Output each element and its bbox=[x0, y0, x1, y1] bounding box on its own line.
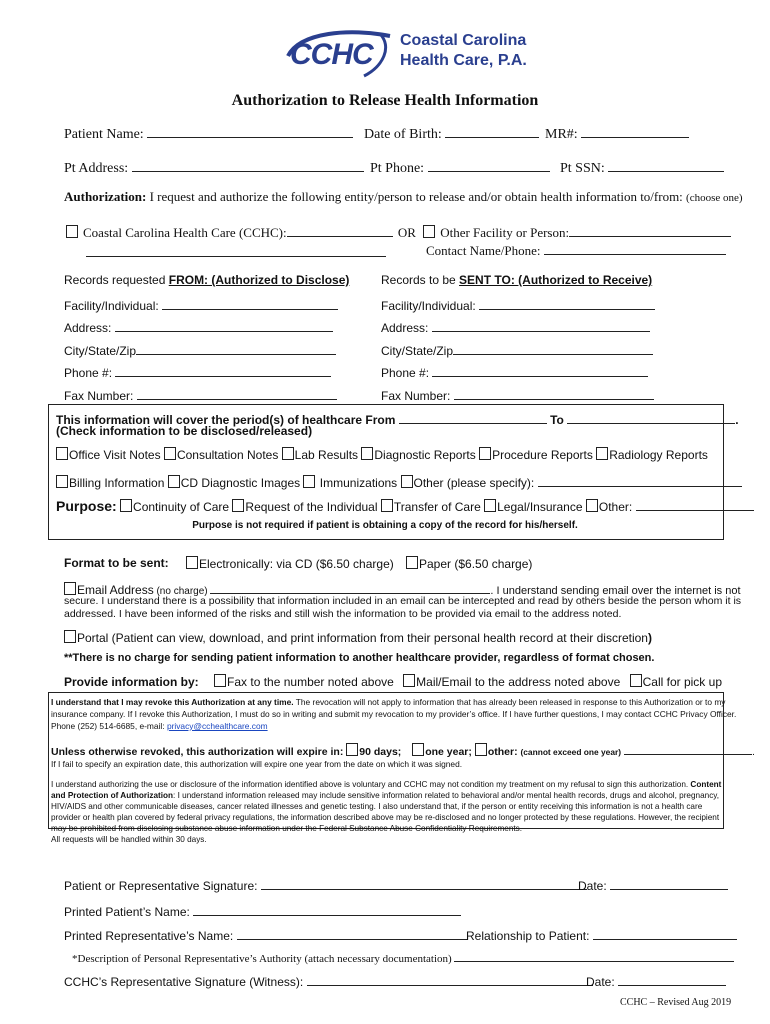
request-individual-label: Request of the Individual bbox=[245, 500, 378, 514]
from-address-field[interactable] bbox=[115, 318, 333, 332]
dob-label: Date of Birth: bbox=[364, 127, 442, 142]
period-from-label: This information will cover the period(s) of healthcare From bbox=[56, 413, 396, 427]
immunizations-label: Immunizations bbox=[316, 476, 398, 490]
format-paper-option[interactable] bbox=[406, 556, 532, 571]
records-to-underlined: SENT TO: (Authorized to Receive) bbox=[459, 273, 653, 287]
format-paper-label: Paper ($6.50 charge) bbox=[419, 557, 533, 571]
cchc-option-field[interactable] bbox=[287, 223, 393, 237]
authority-row bbox=[72, 948, 734, 965]
mail-label: Mail/Email to the address noted above bbox=[416, 675, 621, 689]
from-city-label: City/State/Zip bbox=[64, 344, 137, 358]
patient-name-row bbox=[64, 124, 353, 143]
pickup-label: Call for pick up bbox=[642, 675, 722, 689]
other-option-label: Other Facility or Person: bbox=[440, 225, 570, 240]
from-city-field[interactable] bbox=[136, 341, 336, 355]
period-to-field[interactable] bbox=[567, 410, 735, 424]
relationship-row bbox=[466, 926, 737, 943]
patient-signature-label: Patient or Representative Signature: bbox=[64, 879, 258, 893]
patient-date-row bbox=[578, 876, 728, 893]
email-checkbox[interactable] bbox=[64, 582, 76, 595]
from-facility-field[interactable] bbox=[162, 296, 338, 310]
expire-90-checkbox[interactable] bbox=[346, 743, 358, 756]
pt-ssn-label: Pt SSN: bbox=[560, 161, 605, 176]
consultation-label: Consultation Notes bbox=[176, 448, 279, 462]
fax-checkbox[interactable] bbox=[214, 674, 226, 687]
to-address-label: Address: bbox=[381, 321, 429, 335]
portal-checkbox[interactable] bbox=[64, 630, 76, 643]
logo-name-line1: Coastal Carolina bbox=[400, 32, 527, 49]
consent-line3: HIV/AIDS and other communicable diseases, cancer related illnesses and genetic testing. I also understand that, if the person or entity receiving this information is not a health care bbox=[51, 802, 703, 811]
other-info-label: Other (please specify): bbox=[413, 476, 535, 490]
consultation-checkbox[interactable] bbox=[164, 447, 176, 460]
email-tail: . I understand sending email over the internet is not bbox=[490, 585, 741, 597]
period-line2: (Check information to be disclosed/released) bbox=[56, 424, 313, 438]
cd-images-option[interactable] bbox=[168, 476, 300, 490]
pickup-checkbox[interactable] bbox=[630, 674, 642, 687]
fail-note: If I fail to specify an expiration date, this authorization will expire one year from the date on which it was signed. bbox=[51, 759, 463, 769]
authorization-label: Authorization: bbox=[64, 189, 147, 204]
mail-option[interactable] bbox=[403, 675, 620, 689]
consent-line1 bbox=[51, 780, 721, 789]
footer-revision: CCHC – Revised Aug 2019 bbox=[620, 997, 732, 1008]
pt-phone-field[interactable] bbox=[428, 158, 550, 172]
email-label: Email Address bbox=[77, 583, 154, 597]
continuity-checkbox[interactable] bbox=[120, 499, 132, 512]
witness-label: CCHC’s Representative Signature (Witness): bbox=[64, 975, 304, 989]
from-address-row bbox=[64, 318, 333, 335]
procedure-reports-checkbox[interactable] bbox=[479, 447, 491, 460]
consent-p1-bold: Content bbox=[688, 780, 722, 789]
to-facility-field[interactable] bbox=[479, 296, 655, 310]
expire-label: Unless otherwise revoked, this authorization will expire in: bbox=[51, 746, 344, 758]
witness-date-row bbox=[586, 972, 726, 989]
info-types-row2 bbox=[56, 473, 742, 490]
email-para1: secure. I understand there is a possibility that information included in an email can be intercepted and read by others beside the person whom it is bbox=[64, 595, 742, 607]
authorization-choose: (choose one) bbox=[686, 192, 743, 204]
revoke-text1: The revocation will not apply to information that has already been released in response to this Authorization or to my bbox=[293, 697, 726, 707]
records-from-prefix: Records requested bbox=[64, 273, 169, 287]
pt-phone-row bbox=[370, 158, 550, 177]
request-individual-option[interactable] bbox=[232, 500, 377, 514]
cd-images-label: CD Diagnostic Images bbox=[180, 476, 301, 490]
diagnostic-reports-label: Diagnostic Reports bbox=[374, 448, 476, 462]
revoke-bold: I understand that I may revoke this Authorization at any time. bbox=[51, 697, 294, 707]
contact-field[interactable] bbox=[544, 241, 726, 255]
legal-insurance-label: Legal/Insurance bbox=[497, 500, 583, 514]
consent-p1: I understand authorizing the use or disclosure of the information identified above is voluntary and CCHC may not condition my treatment on my refusal to sign this authorization. bbox=[51, 780, 689, 789]
witness-date-field[interactable] bbox=[618, 972, 726, 986]
from-fax-label: Fax Number: bbox=[64, 389, 134, 403]
request-individual-checkbox[interactable] bbox=[232, 499, 244, 512]
to-city-field[interactable] bbox=[453, 341, 653, 355]
to-phone-label: Phone #: bbox=[381, 366, 430, 380]
cd-images-checkbox[interactable] bbox=[168, 475, 180, 488]
fax-option[interactable] bbox=[214, 675, 394, 689]
immunizations-option[interactable] bbox=[303, 476, 397, 490]
expire-year-option[interactable] bbox=[412, 746, 472, 758]
purpose-other-label: Other: bbox=[598, 500, 633, 514]
to-fax-row bbox=[381, 386, 654, 403]
other-option-checkbox[interactable] bbox=[423, 225, 435, 238]
from-phone-field[interactable] bbox=[115, 363, 331, 377]
cchc-option-row bbox=[66, 223, 731, 241]
mr-field[interactable] bbox=[581, 124, 689, 138]
records-to-heading bbox=[381, 273, 652, 287]
to-phone-field[interactable] bbox=[432, 363, 648, 377]
transfer-care-checkbox[interactable] bbox=[381, 499, 393, 512]
printed-patient-field[interactable] bbox=[193, 902, 461, 916]
from-fax-row bbox=[64, 386, 337, 403]
logo bbox=[280, 26, 527, 78]
period-to-label: To bbox=[550, 413, 564, 427]
email-note: (no charge) bbox=[153, 586, 211, 597]
witness-date-label: Date: bbox=[586, 975, 615, 989]
witness-row bbox=[64, 972, 593, 989]
provide-row bbox=[64, 674, 722, 689]
lab-results-label: Lab Results bbox=[294, 448, 359, 462]
patient-date-label: Date: bbox=[578, 879, 607, 893]
printed-patient-label: Printed Patient’s Name: bbox=[64, 905, 190, 919]
printed-rep-field[interactable] bbox=[237, 926, 467, 940]
immunizations-checkbox[interactable] bbox=[303, 475, 315, 488]
patient-name-field[interactable] bbox=[147, 124, 353, 138]
authorization-text: I request and authorize the following entity/person to release and/or obtain health information to/from: bbox=[146, 189, 683, 204]
patient-name-label: Patient Name: bbox=[64, 127, 144, 142]
continuity-label: Continuity of Care bbox=[133, 500, 230, 514]
diagnostic-reports-option[interactable] bbox=[361, 448, 475, 462]
billing-checkbox[interactable] bbox=[56, 475, 68, 488]
contact-label: Contact Name/Phone: bbox=[426, 243, 541, 258]
relationship-label: Relationship to Patient: bbox=[466, 929, 590, 943]
expire-end: . bbox=[751, 746, 755, 758]
authority-field[interactable] bbox=[454, 948, 734, 962]
consent-p2-bold: and Protection of Authorization bbox=[51, 791, 174, 800]
format-cd-label: Electronically: via CD ($6.50 charge) bbox=[199, 557, 394, 571]
to-address-row bbox=[381, 318, 650, 335]
lab-results-checkbox[interactable] bbox=[282, 447, 294, 460]
authority-label: *Description of Personal Representative’s Authority (attach necessary documentation) bbox=[72, 953, 452, 965]
pt-ssn-field[interactable] bbox=[608, 158, 724, 172]
pt-address-label: Pt Address: bbox=[64, 161, 129, 176]
purpose-other-field[interactable] bbox=[636, 497, 754, 511]
consent-p2: : I understand information released may include sensitive information related to behavioral and/or mental health records, drugs and alcohol, pregnancy, bbox=[173, 791, 720, 800]
to-facility-row bbox=[381, 296, 655, 313]
purpose-other-checkbox[interactable] bbox=[586, 499, 598, 512]
revoke-line3 bbox=[51, 721, 268, 731]
page-title: Authorization to Release Health Information bbox=[231, 92, 539, 109]
legal-insurance-option[interactable] bbox=[484, 500, 582, 514]
revoke-line2: insurance company. If I revoke this Authorization, I must do so in writing and submit my revocation to my provider’s office. If I have further questions, I may contact CCHC Privacy Officer. bbox=[51, 709, 737, 719]
to-phone-row bbox=[381, 363, 648, 380]
purpose-other-option[interactable] bbox=[586, 500, 632, 514]
email-address-field[interactable] bbox=[210, 580, 490, 594]
expire-row bbox=[51, 741, 755, 758]
pt-phone-label: Pt Phone: bbox=[370, 161, 425, 176]
expire-year-checkbox[interactable] bbox=[412, 743, 424, 756]
purpose-row bbox=[56, 497, 754, 514]
legal-insurance-checkbox[interactable] bbox=[484, 499, 496, 512]
consultation-option[interactable] bbox=[164, 448, 278, 462]
radiology-reports-option[interactable] bbox=[596, 448, 708, 462]
expire-other-checkbox[interactable] bbox=[475, 743, 487, 756]
office-visit-label: Office Visit Notes bbox=[69, 448, 161, 462]
relationship-field[interactable] bbox=[593, 926, 737, 940]
revoke-phone: Phone (252) 514-6685, e-mail: bbox=[51, 721, 167, 731]
dob-field[interactable] bbox=[445, 124, 539, 138]
records-to-prefix: Records to be bbox=[381, 273, 460, 287]
lab-results-option[interactable] bbox=[282, 448, 358, 462]
privacy-email-link[interactable]: privacy@cchealthcare.com bbox=[166, 721, 268, 731]
format-cd-checkbox[interactable] bbox=[186, 556, 198, 569]
from-facility-row bbox=[64, 296, 338, 313]
expire-other-note: (cannot exceed one year) bbox=[520, 747, 622, 757]
expire-other-option[interactable] bbox=[475, 746, 518, 758]
authorization-statement bbox=[64, 189, 743, 205]
no-charge-note: **There is no charge for sending patient information to another healthcare provider, regardless of format chosen. bbox=[64, 652, 655, 664]
portal-label: Portal (Patient can view, download, and print information from their personal health record at their discretion bbox=[77, 631, 648, 645]
from-fax-field[interactable] bbox=[137, 386, 337, 400]
to-fax-field[interactable] bbox=[454, 386, 654, 400]
consent-line5: may be prohibited from disclosing substance abuse information under the Federal Substance Abuse Confidentiality Requirements. bbox=[51, 824, 523, 833]
to-city-label: City/State/Zip bbox=[381, 344, 454, 358]
continuity-option[interactable] bbox=[120, 500, 229, 514]
format-cd-option[interactable] bbox=[186, 556, 394, 571]
provide-label: Provide information by: bbox=[64, 675, 199, 689]
witness-field[interactable] bbox=[307, 972, 593, 986]
expire-90-option[interactable] bbox=[346, 746, 401, 758]
logo-mark: CCHC bbox=[290, 38, 373, 71]
dob-row bbox=[364, 124, 539, 143]
expire-other-label: other: bbox=[487, 746, 518, 758]
mail-checkbox[interactable] bbox=[403, 674, 415, 687]
from-phone-row bbox=[64, 363, 331, 380]
from-city-row bbox=[64, 341, 336, 358]
consent-line4: provider or health plan covered by federal privacy regulations, the information described above may be re-disclosed and no longer protected by these regulations. However, the recipient bbox=[51, 813, 720, 822]
to-facility-label: Facility/Individual: bbox=[381, 299, 476, 313]
fax-label: Fax to the number noted above bbox=[227, 675, 394, 689]
patient-signature-field[interactable] bbox=[261, 876, 587, 890]
patient-date-field[interactable] bbox=[610, 876, 728, 890]
pt-address-field[interactable] bbox=[132, 158, 364, 172]
printed-rep-row bbox=[64, 926, 467, 943]
pickup-option[interactable] bbox=[630, 675, 722, 689]
portal-label-end: ) bbox=[647, 631, 652, 645]
from-facility-label: Facility/Individual: bbox=[64, 299, 159, 313]
transfer-care-label: Transfer of Care bbox=[393, 500, 481, 514]
expire-90-label: 90 days; bbox=[359, 746, 402, 758]
consent-line2 bbox=[51, 791, 719, 800]
to-address-field[interactable] bbox=[432, 318, 650, 332]
cchc-option-line2[interactable] bbox=[86, 244, 386, 257]
revoke-line1 bbox=[51, 697, 725, 707]
to-city-row bbox=[381, 341, 653, 358]
records-from-underlined: FROM: (Authorized to Disclose) bbox=[168, 273, 350, 287]
radiology-reports-label: Radiology Reports bbox=[609, 448, 708, 462]
billing-label: Billing Information bbox=[69, 476, 165, 490]
printed-rep-label: Printed Representative’s Name: bbox=[64, 929, 234, 943]
portal-row bbox=[64, 630, 652, 645]
expire-other-field[interactable] bbox=[624, 741, 752, 755]
other-option-field[interactable] bbox=[569, 223, 731, 237]
expire-year-label: one year; bbox=[425, 746, 472, 758]
other-info-checkbox[interactable] bbox=[401, 475, 413, 488]
records-from-heading bbox=[64, 273, 349, 287]
info-types-row1 bbox=[56, 447, 708, 462]
period-end: . bbox=[735, 413, 739, 427]
or-label: OR bbox=[397, 225, 416, 240]
pt-address-row bbox=[64, 158, 364, 177]
diagnostic-reports-checkbox[interactable] bbox=[361, 447, 373, 460]
cchc-option-checkbox[interactable] bbox=[66, 225, 78, 238]
to-fax-label: Fax Number: bbox=[381, 389, 451, 403]
radiology-reports-checkbox[interactable] bbox=[596, 447, 608, 460]
office-visit-option[interactable] bbox=[56, 448, 161, 462]
from-address-label: Address: bbox=[64, 321, 112, 335]
other-info-field[interactable] bbox=[538, 473, 742, 487]
logo-name-line2: Health Care, P.A. bbox=[400, 52, 527, 69]
mr-row bbox=[545, 124, 689, 143]
period-from-field[interactable] bbox=[399, 410, 547, 424]
format-paper-checkbox[interactable] bbox=[406, 556, 418, 569]
purpose-note: Purpose is not required if patient is obtaining a copy of the record for his/herself. bbox=[192, 520, 578, 531]
email-para2: addressed. I have been informed of the risks and still wish the information to be provided via email to the address noted. bbox=[64, 608, 622, 620]
purpose-label: Purpose: bbox=[56, 498, 117, 514]
cchc-option-label: Coastal Carolina Health Care (CCHC): bbox=[83, 225, 287, 240]
printed-patient-row bbox=[64, 902, 461, 919]
from-phone-label: Phone #: bbox=[64, 366, 113, 380]
billing-option[interactable] bbox=[56, 476, 164, 490]
mr-label: MR#: bbox=[545, 127, 578, 142]
contact-row bbox=[426, 241, 726, 259]
transfer-care-option[interactable] bbox=[381, 500, 481, 514]
format-label: Format to be sent: bbox=[64, 556, 169, 570]
patient-signature-row bbox=[64, 876, 587, 893]
pt-ssn-row bbox=[560, 158, 724, 177]
office-visit-checkbox[interactable] bbox=[56, 447, 68, 460]
other-info-option[interactable] bbox=[401, 476, 535, 490]
procedure-reports-option[interactable] bbox=[479, 448, 593, 462]
consent-line6: All requests will be handled within 30 days. bbox=[51, 835, 207, 844]
procedure-reports-label: Procedure Reports bbox=[492, 448, 593, 462]
